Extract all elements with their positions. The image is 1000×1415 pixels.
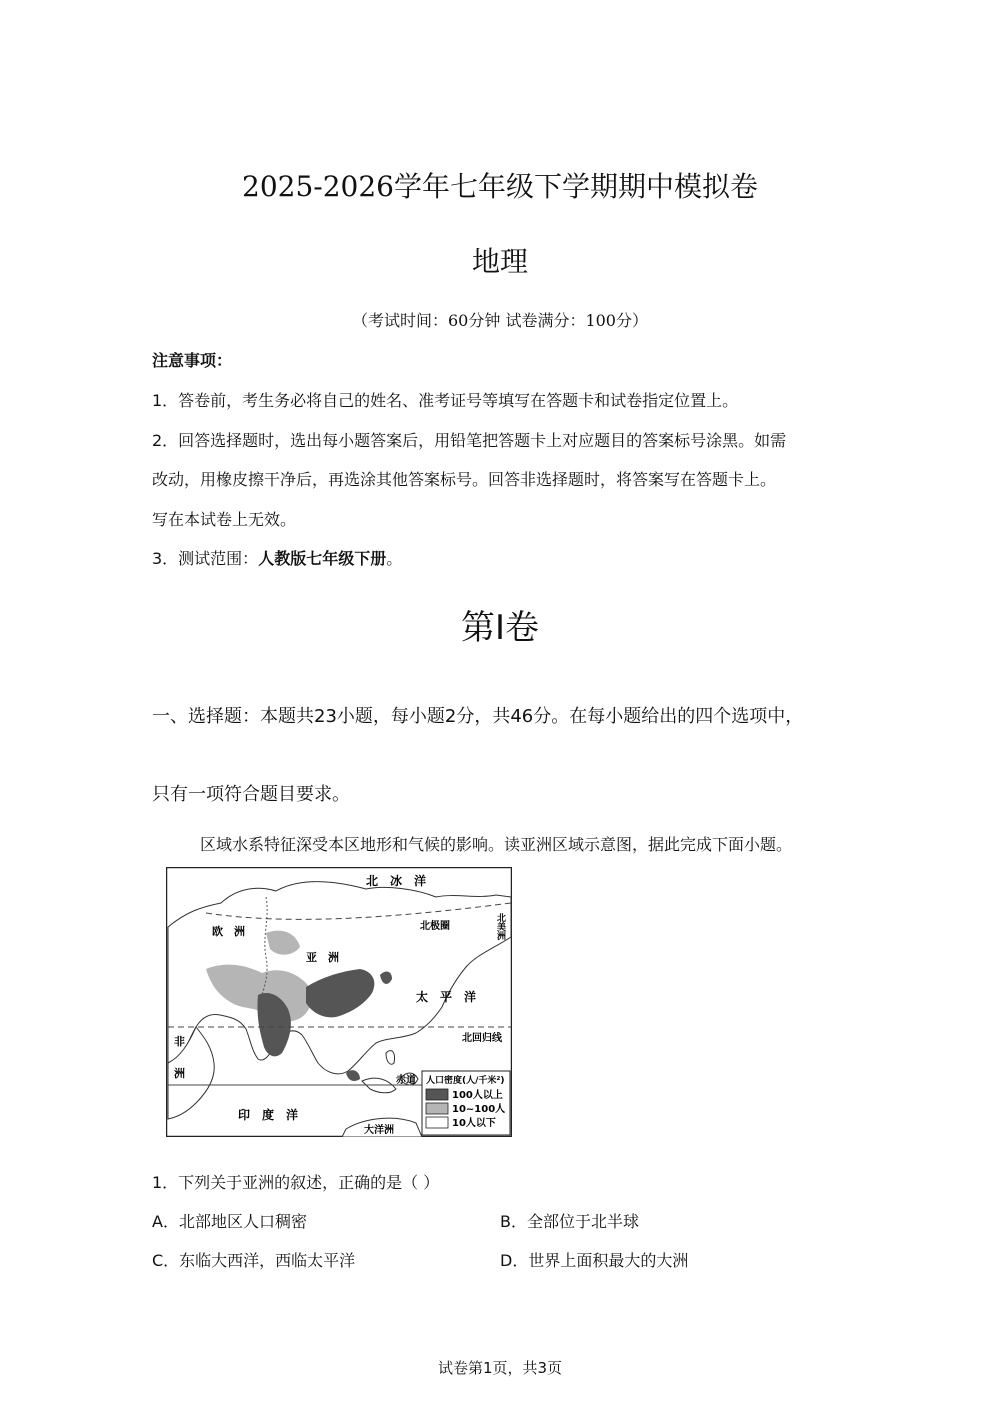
population-density-legend [422, 1071, 510, 1135]
test-scope: 人教版七年级下册 [258, 549, 387, 568]
label-arctic-ocean: 北 冰 洋 [366, 874, 427, 888]
label-asia: 亚 洲 [306, 951, 339, 964]
subject-title: 地理 [471, 245, 528, 278]
note-item-2-line-3: 写在本试卷上无效。 [152, 510, 297, 529]
question-1-option-d[interactable]: D．世界上面积最大的大洲 [500, 1251, 689, 1270]
legend-label-mid: 10~100人 [452, 1104, 506, 1115]
legend-label-high: 100人以上 [452, 1090, 503, 1101]
note-item-2-line-2: 改动，用橡皮擦干净后，再选涂其他答案标号。回答非选择题时，将答案写在答题卡上。 [152, 470, 777, 489]
asia-region-map [166, 867, 512, 1137]
label-equator: 赤道 [396, 1075, 416, 1086]
legend-swatch-mid [426, 1103, 448, 1114]
legend-swatch-low [426, 1117, 448, 1128]
volume-heading: 第Ⅰ卷 [460, 608, 540, 648]
label-indian-ocean: 印 度 洋 [238, 1108, 299, 1122]
notes-heading: 注意事项： [152, 351, 233, 370]
question-1-stem: 1．下列关于亚洲的叙述，正确的是（ ） [152, 1173, 440, 1192]
section-heading-line-1: 一、选择题：本题共23小题，每小题2分，共46分。在每小题给出的四个选项中， [152, 706, 804, 727]
label-europe: 欧 洲 [212, 925, 245, 938]
section-heading-line-2: 只有一项符合题目要求。 [152, 784, 350, 805]
page-footer: 试卷第1页，共3页 [437, 1359, 563, 1377]
label-oceania: 大洋洲 [364, 1125, 394, 1136]
label-africa-1: 非 [174, 1035, 185, 1048]
note-item-3-prefix: 3．测试范围： [152, 549, 259, 568]
label-pacific: 太 平 洋 [416, 990, 477, 1004]
legend-label-low: 10人以下 [452, 1118, 496, 1129]
label-africa-2: 洲 [174, 1067, 185, 1080]
note-item-2-line-1: 2．回答选择题时，选出每小题答案后，用铅笔把答题卡上对应题目的答案标号涂黑。如需 [152, 431, 787, 450]
label-tropic-of-cancer: 北回归线 [462, 1033, 502, 1044]
exam-title: 2025-2026学年七年级下学期期中模拟卷 [242, 170, 758, 203]
question-1-option-c[interactable]: C．东临大西洋，西临太平洋 [152, 1251, 356, 1270]
question-1-option-b[interactable]: B．全部位于北半球 [500, 1212, 639, 1231]
exam-info: （考试时间：60分钟 试卷满分：100分） [352, 311, 648, 330]
note-item-3-suffix: 。 [386, 549, 403, 568]
label-north-america: 北美洲 [495, 913, 505, 940]
note-item-3 [152, 546, 402, 569]
question-1-option-a[interactable]: A．北部地区人口稠密 [152, 1212, 307, 1231]
legend-swatch-high [426, 1089, 448, 1100]
question-intro: 区域水系特征深受本区地形和气候的影响。读亚洲区域示意图，据此完成下面小题。 [200, 835, 793, 854]
legend-title: 人口密度(人/千米²) [426, 1076, 505, 1086]
note-item-1: 1．答卷前，考生务必将自己的姓名、准考证号等填写在答题卡和试卷指定位置上。 [152, 391, 739, 410]
label-arctic-circle: 北极圈 [420, 921, 450, 932]
